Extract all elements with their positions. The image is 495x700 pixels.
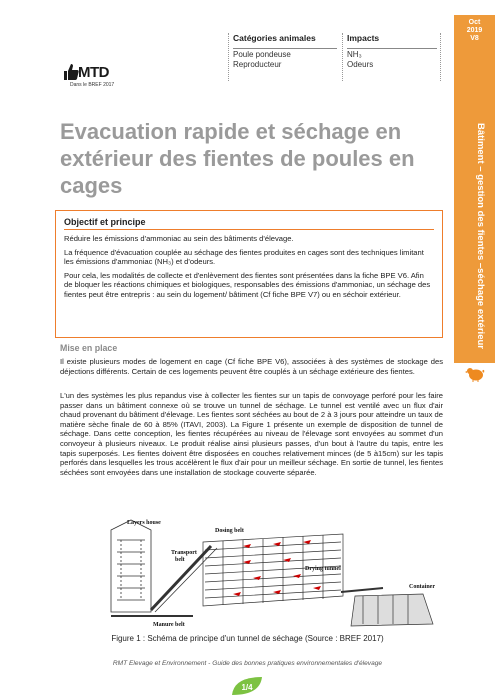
objective-paragraph: Réduire les émissions d'ammoniac au sein des bâtiments d'élevage. <box>64 234 294 243</box>
categories-title: Catégories animales <box>233 33 316 43</box>
column-divider <box>228 33 230 81</box>
label-layers-house: Layers house <box>127 520 161 526</box>
header-underline <box>233 48 337 49</box>
category-item: Poule pondeuse <box>233 50 291 59</box>
date-year: 2019 <box>466 27 483 34</box>
impacts-title: Impacts <box>347 33 380 43</box>
layers-house-drawing <box>111 520 151 612</box>
sidebar-topic: Bâtiment – gestion des fientes –séchage extérieur <box>475 123 486 349</box>
impacts-column <box>347 33 437 70</box>
category-sidebar <box>454 15 495 363</box>
objective-box <box>55 210 443 338</box>
logo-brand: MTD <box>78 64 109 81</box>
figure-caption: Figure 1 : Schéma de principe d'un tunnel de séchage (Source : BREF 2017) <box>111 634 384 643</box>
category-item: Reproducteur <box>233 60 282 69</box>
column-divider <box>440 33 442 81</box>
label-container: Container <box>409 584 435 590</box>
body-paragraph: L'un des systèmes les plus repandus vise à collecter les fientes sur un tapis de convoyage perforé pour les faire passer dans un bâtiment connexe où se trouve un tunnel de séchage. Le tunnel est ventilé avec un flux d'air chaud provenant du bâtiment d'élevage. Les fientes sont séchées au bout de 2 à 3 jours pour atteindre un taux de matière sèche finale de 60 à 85% (ITAVI, 2003). La Figure 1 présente un exemple de disposition de tunnel de séchage. Dans cette conception, les fientes récupérées au niveau de l'élevage sont envoyées au sommet d'un convoyeur à plusieurs niveaux. Le produit réalise ainsi plusieurs passes, d'un bout à l'autre du tapis, entre les tapis superposés. Les fientes doivent être disposées en couches relativement minces (de 5 à15cm) sur les tapis perforés dans lesquelles les trous accélèrent le flux d'air pour un meilleur séchage. En sortie de tunnel, les fientes séchées sont envoyées dans une installation de stockage couverte séparée. <box>60 391 443 477</box>
section-heading: Mise en place <box>60 343 118 353</box>
date-month: Oct <box>468 19 481 26</box>
version-number: V8 <box>470 35 479 42</box>
page-number: 1/4 <box>241 683 253 692</box>
label-transport-belt: belt <box>175 557 185 563</box>
drying-tunnel-diagram <box>93 516 458 630</box>
objective-paragraph: La fréquence d'évacuation couplée au séchage des fientes produites en cages sont des techniques limitant les émissions d'ammoniac (NH₃) et d'odeurs. <box>64 247 424 267</box>
label-dosing-belt: Dosing belt <box>215 528 244 534</box>
body-paragraph: Il existe plusieurs modes de logement en cage (Cf fiche BPE V6), associées à des systèmes de stockage des déjections différents. Certain de ces logements peuvent être couplés à un séchage extérieure des fientes. <box>60 357 443 376</box>
impact-item: NH₃ <box>347 50 362 59</box>
label-manure-belt: Manure belt <box>153 622 185 628</box>
impact-item: Odeurs <box>347 60 374 69</box>
hen-icon <box>465 366 485 382</box>
categories-column <box>233 33 338 70</box>
logo-subtitle: Dans le BREF 2017 <box>70 82 115 88</box>
label-drying-tunnel: Drying tunnel <box>305 566 341 572</box>
mtd-logo <box>62 60 122 92</box>
column-divider <box>342 33 344 81</box>
version-date <box>454 19 495 43</box>
header-underline <box>347 48 437 49</box>
page-title: Evacuation rapide et séchage en extérieur des fientes de poules en cages <box>60 119 415 198</box>
objective-heading: Objectif et principe <box>64 217 434 230</box>
label-transport-belt: Transport <box>171 550 197 556</box>
footer-text: RMT Elevage et Environnement - Guide des bonnes pratiques environnementales d'élevage <box>112 660 383 667</box>
container-drawing <box>351 594 433 626</box>
objective-paragraph: Pour cela, les modalités de collecte et d'enlèvement des fientes sont présentées dans la fiche BPE V6. Afin de bloquer les réactions chimiques et biologiques, responsables des émissions d'ammoniac, un séchage des fientes peut être entrepris : au sein du logement/ bâtiment (Cf fiche BPE V7) ou en séchoir extérieur. <box>64 270 431 299</box>
